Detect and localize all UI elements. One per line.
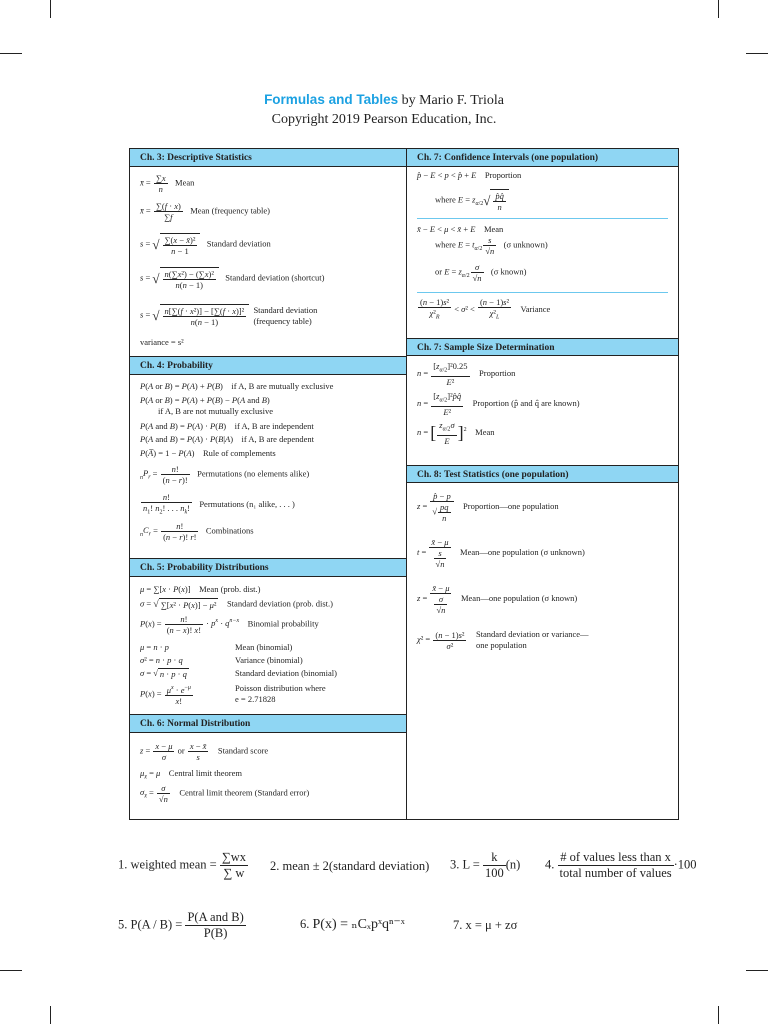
crop-mark — [50, 0, 51, 18]
formula-location: 3. L = $\frac{k}{100}$ (n) — [450, 850, 521, 880]
section-ch8 — [407, 465, 678, 821]
formula-ci-proportion-e: where $E = z_{\alpha/2}√$ $\frac{p̂q̂}{n}$ — [435, 189, 509, 212]
formula-ci-mean-z: or $E = z_{\alpha/2}$ $\frac{\sigma}{√n}$ (σ known) — [435, 262, 527, 283]
crop-mark — [0, 970, 22, 971]
formula-poisson: P(x) = $\frac{\mu^x \cdot e^{-\mu}}{x!}$ Poisson distribution where e = 2.71828 — [140, 683, 326, 706]
formula-ci-proportion: p̂ − E < p < p̂ + E Proportion — [417, 170, 522, 180]
formula-addition-note: if A, B are not mutually exclusive — [158, 406, 273, 416]
extra-formulas — [0, 830, 768, 950]
section-ch4 — [130, 357, 406, 559]
crop-mark — [746, 970, 768, 971]
section-ch3 — [130, 149, 406, 357]
formula-n-mean: n = [ $\frac{z_{\alpha/2}\sigma}{E}$ ]$^2$ Mean — [417, 420, 495, 446]
formula-addition: P(A or B) = P(A) + P(B) − P(A and B) — [140, 395, 270, 405]
page-title: Formulas and Tables by Mario F. Triola — [264, 92, 504, 108]
formula-n-proportion: n = $\frac{[z_{\alpha/2}]^20.25}{\text{E²}}$ Proportion — [417, 361, 516, 387]
formula-mean: x̄ = $\frac{\sum x}{n}$ Mean — [140, 173, 195, 194]
formula-permutations-alike: $\frac{n!}{n_1! n_2! . . . n_k!}$ Permutations (n₁ alike, . . . ) — [143, 492, 295, 516]
formula-n-proportion-known: n = $\frac{[z_{\alpha/2}]^2p̂q̂}{\text{E²}}$ Proportion (p̂ and q̂ are known) — [417, 391, 580, 417]
formula-mult-independent: P(A and B) = P(A) · P(B) if A, B are independent — [140, 421, 314, 431]
formula-mean-2sd: 2. mean ± 2(standard deviation) — [270, 859, 430, 873]
section-ch5 — [130, 559, 406, 715]
crop-mark — [50, 1006, 51, 1024]
section-title: Ch. 4: Probability — [130, 357, 406, 375]
formula-addition-exclusive: P(A or B) = P(A) + P(B) if A, B are mutually exclusive — [140, 381, 334, 391]
crop-mark — [718, 1006, 719, 1024]
section-ch7-ci — [407, 149, 678, 338]
formula-binomial: P(x) = $\frac{n!}{(n - x)! x!}$ · $p^x \cdot q^{n-x}$ Binomial probability — [140, 614, 319, 635]
formula-combinations: $_nC_r$ = $\frac{n!}{(n - r)! r!}$ Combinations — [140, 521, 254, 542]
formula-sd-binomial: σ = √ n · p · q Standard deviation (binomial) — [140, 668, 337, 680]
formula-z-proportion: z = p̂ − p √ $\frac{pq}{n}$ Proportion—one population — [417, 491, 559, 523]
formula-chi-square: χ² = $\frac{\text{(n − 1)s²}}{\text{σ²}}$ Standard deviation or variance— one population — [417, 629, 589, 651]
section-title: Ch. 8: Test Statistics (one population) — [407, 465, 678, 483]
section-title: Ch. 7: Confidence Intervals (one population) — [407, 149, 678, 167]
formula-ci-variance: $\frac{\text{(n − 1)s²}}{\chi^2_R}$ < σ² < $\frac{\text{(n − 1)s²}}{\chi^2_L}$ Variance — [420, 297, 551, 321]
formula-clt: $\mu_{x̄} = \mu$ Central limit theorem — [140, 768, 242, 781]
right-column — [407, 149, 678, 819]
formula-sd: s = √ $\frac{\text{∑(x − x̄)²}}{n - 1}$ Standard deviation — [140, 235, 271, 256]
formula-complement: P(A̅) = 1 − P(A) Rule of complements — [140, 448, 276, 458]
section-ch7-sample-size — [407, 338, 678, 465]
formula-var-binomial: σ² = n · p · q Variance (binomial) — [140, 655, 303, 665]
formula-x-from-z: 7. x = μ + zσ — [453, 918, 518, 932]
formula-t-mean: t = $\frac{x̄ - \mu}{\frac{s}{√n}}$ Mean—one population (σ unknown) — [417, 537, 585, 569]
formula-ci-mean-t: where $E = t_{\alpha/2}$ $\frac{s}{√n}$ (σ unknown) — [435, 235, 548, 256]
formula-mult-dependent: P(A and B) = P(A) · P(B|A) if A, B are dependent — [140, 434, 314, 444]
formula-mean-pd: μ = ∑[x · P(x)] Mean (prob. dist.) — [140, 584, 261, 594]
divider — [417, 292, 668, 293]
formula-ci-mean: x̄ − E < μ < x̄ + E Mean — [417, 224, 504, 234]
formula-weighted-mean: 1. weighted mean = $\frac{\sum wx}{\sum w}$ — [118, 850, 247, 880]
formula-mean-freq: x̄ = $\frac{\sum(f \cdot x)}{\sum f}$ Mean (frequency table) — [140, 201, 270, 222]
crop-mark — [746, 53, 768, 54]
left-column — [130, 149, 407, 819]
formula-conditional: 5. P(A / B) = P(A and B) P(B) — [118, 910, 244, 940]
copyright: Copyright 2019 Pearson Education, Inc. — [271, 112, 497, 127]
section-title: Ch. 3: Descriptive Statistics — [130, 149, 406, 167]
formula-percentile: 4. # of values less than x total number of values ·100 — [545, 850, 697, 880]
formula-clt-se: $\sigma_{x̄}$ = $\frac{\sigma}{√n}$ Central limit theorem (Standard error) — [140, 783, 310, 804]
formula-z-mean: z = $\frac{x̄ - \mu}{\frac{\sigma}{√n}}$ Mean—one population (σ known) — [417, 583, 578, 615]
crop-mark — [718, 0, 719, 18]
section-title: Ch. 5: Probability Distributions — [130, 559, 406, 577]
formula-sd-shortcut: s = √ $\frac{\text{n(∑x²) − (∑x)²}}{n(n - 1)}$ Standard deviation (shortcut) — [140, 269, 325, 290]
section-ch6 — [130, 715, 406, 821]
formula-z-score: z = $\frac{x - \mu}{\sigma}$ or $\frac{x - x̄}{s}$ Standard score — [140, 741, 269, 762]
page-header — [0, 90, 768, 129]
section-title: Ch. 6: Normal Distribution — [130, 715, 406, 733]
formula-mean-binomial: μ = n · p Mean (binomial) — [140, 642, 293, 652]
formula-sd-freq: s = √ $\frac{\text{n[∑(f · x²)] − [∑(f · x)]²}}{n(n - 1)}$ Standard deviation (frequency table) — [140, 304, 318, 327]
divider — [417, 218, 668, 219]
crop-mark — [0, 53, 22, 54]
formula-permutations: $_nP_r$ = $\frac{n!}{(n - r)!}$ Permutations (no elements alike) — [140, 464, 310, 485]
formula-variance: variance = s² — [140, 337, 184, 347]
section-title: Ch. 7: Sample Size Determination — [407, 338, 678, 356]
formula-table — [129, 148, 679, 820]
formula-sd-pd: σ = √ ∑[x² · P(x)] − μ² Standard deviation (prob. dist.) — [140, 598, 333, 610]
formula-binomial-prob: 6. P(x) = ₙCₓpˣqⁿ⁻ˣ — [300, 917, 405, 932]
